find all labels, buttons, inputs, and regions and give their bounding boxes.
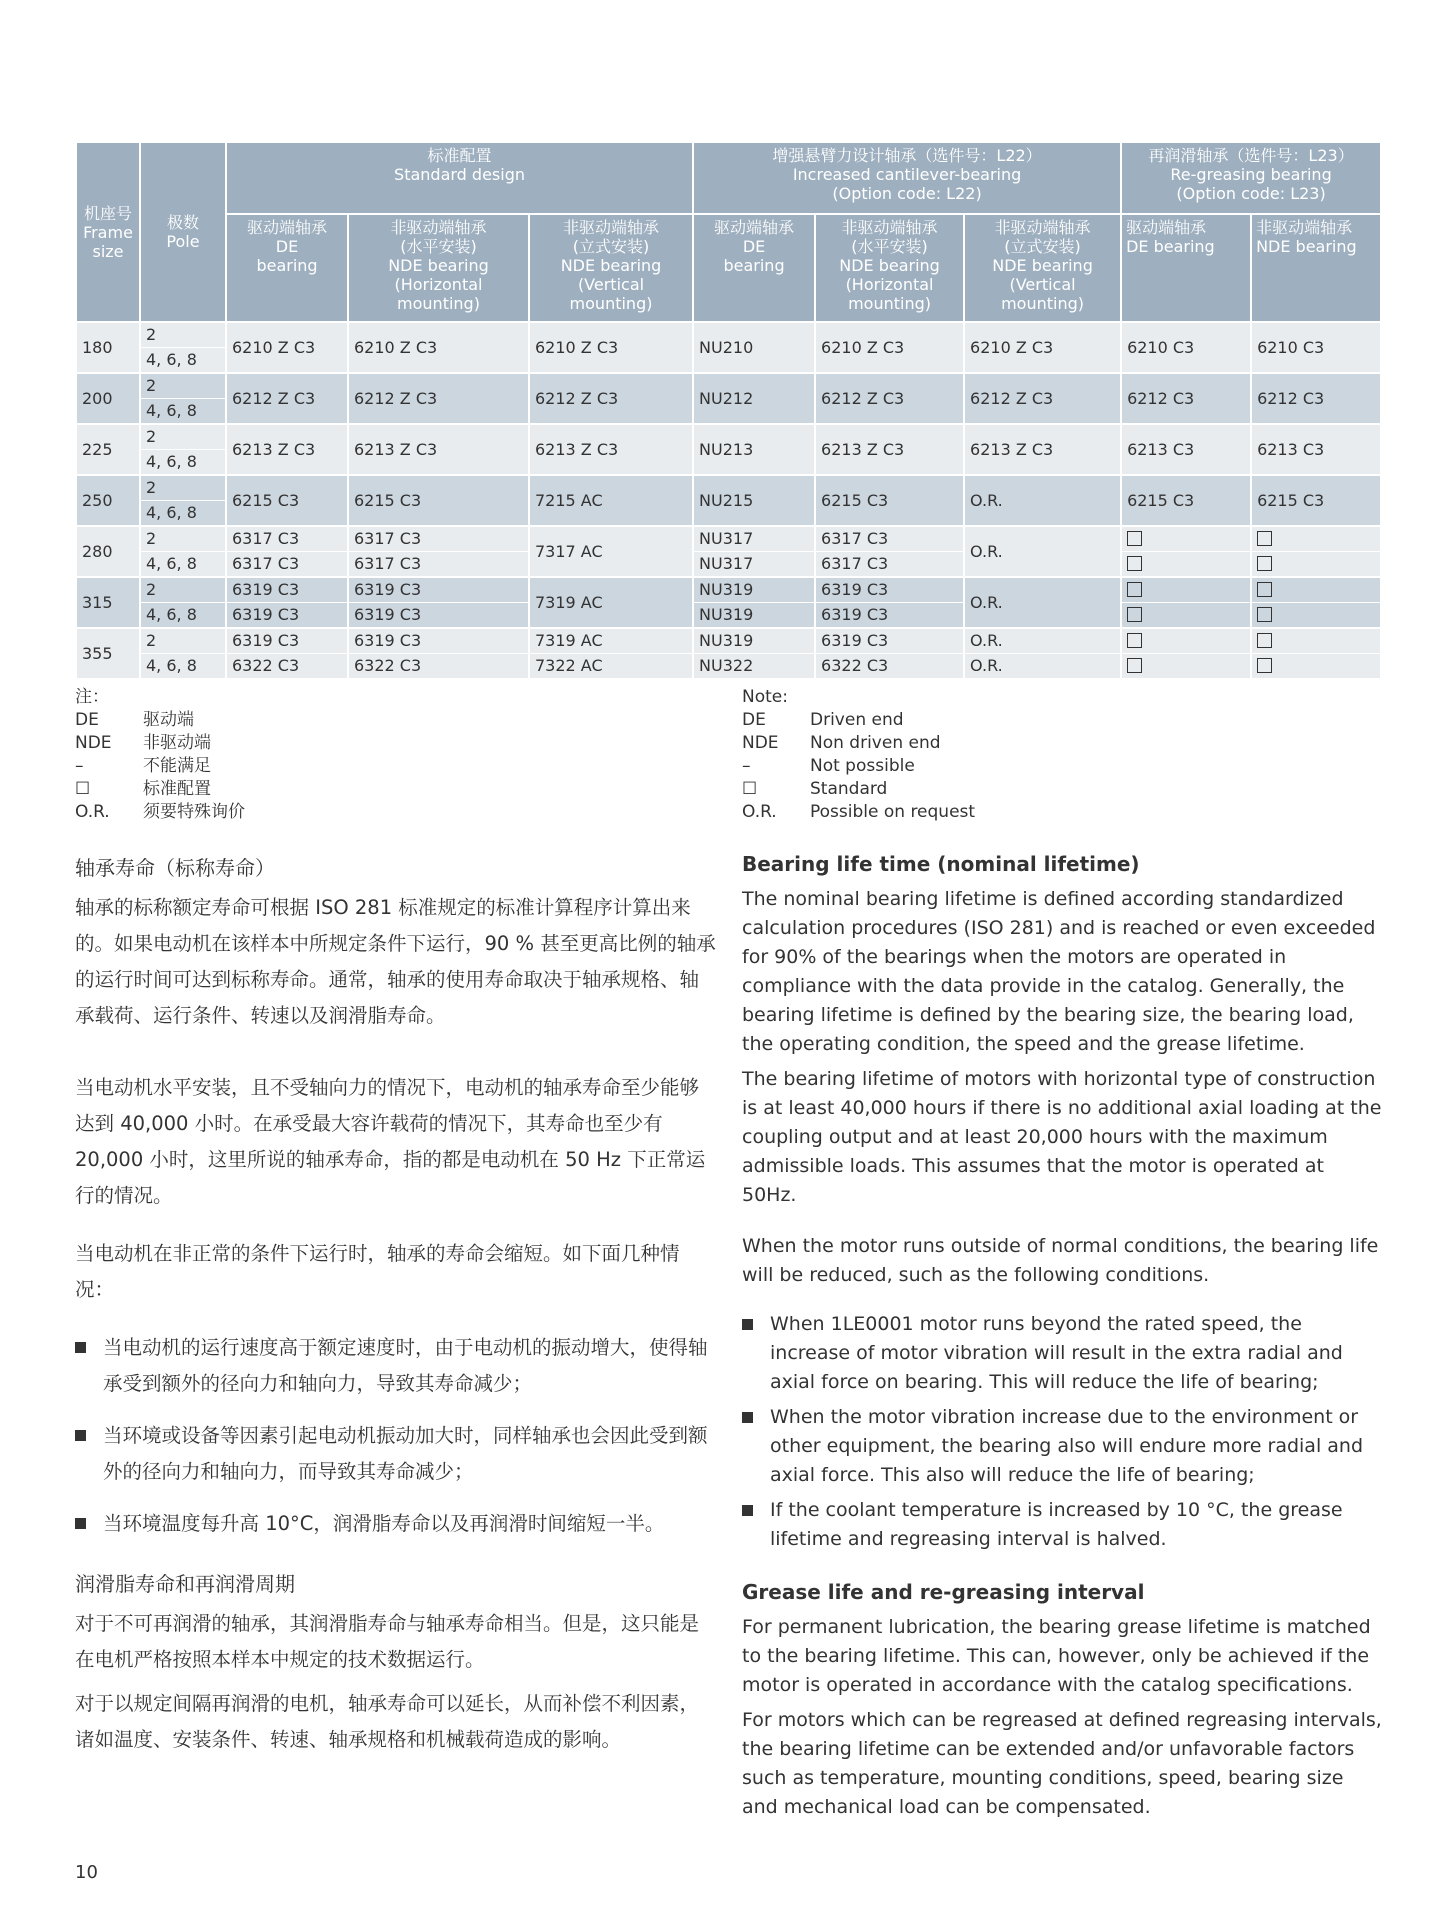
cell-rg-de: 6212 C3 <box>1121 373 1251 424</box>
paragraph: 当电动机水平安装，且不受轴向力的情况下，电动机的轴承寿命至少能够达到 40,000 小时。在承受最大容许载荷的情况下，其寿命也至少有 20,000 小时，这里所说的轴承寿命，指的都是电动机在 50 Hz 下正常运行的情况。 <box>75 1076 706 1207</box>
table-row <box>76 526 1381 552</box>
header-cl-nde-horizontal <box>815 214 964 322</box>
cell-std-de: 6319 C3 <box>226 628 348 654</box>
table-row <box>76 373 1381 399</box>
section-heading-grease-life: 润滑脂寿命和再润滑周期 <box>75 1572 295 1596</box>
cell-rg-nde: 6210 C3 <box>1251 322 1381 373</box>
table-row <box>76 654 1381 679</box>
note-text: 驱动端 <box>143 710 194 730</box>
cell-cl-nde-h: 6213 Z C3 <box>815 424 964 475</box>
column-english <box>742 850 1382 1822</box>
frame-size-cell: 315 <box>76 577 140 628</box>
header-cl-nde-vertical <box>964 214 1121 322</box>
paragraph: 对于不可再润滑的轴承，其润滑脂寿命与轴承寿命相当。但是，这只能是在电机严格按照本样本中规定的技术数据运行。 <box>75 1612 700 1671</box>
header-line: 非驱动端轴承 <box>1256 218 1353 237</box>
frame-group-355 <box>76 628 1381 678</box>
pole-cell: 2 <box>140 424 226 450</box>
note-key: O.R. <box>742 802 777 822</box>
cell-rg-nde <box>1251 603 1381 629</box>
standard-box-icon <box>1127 582 1142 597</box>
list-item-text: When the motor vibration increase due to the environment or other equipment, the bearing also will endure more radial and axial force. This also will reduce the life of bearing; <box>770 1406 1364 1486</box>
notes-title: Note: <box>742 687 788 707</box>
cell-std-de: 6319 C3 <box>226 577 348 603</box>
cell-rg-nde: 6213 C3 <box>1251 424 1381 475</box>
notes-chinese <box>75 686 245 824</box>
header-line: 增强悬臂力设计轴承（选件号：L22） <box>772 146 1042 165</box>
cell-cl-nde-v: O.R. <box>964 628 1121 654</box>
list-item <box>75 1418 718 1490</box>
pole-cell: 4, 6, 8 <box>140 603 226 629</box>
note-key: O.R. <box>75 802 110 822</box>
cell-cl-nde-h: 6319 C3 <box>815 628 964 654</box>
cell-rg-nde <box>1251 552 1381 578</box>
cell-std-nde-h: 6215 C3 <box>348 475 529 526</box>
cell-rg-de <box>1121 526 1251 552</box>
cell-cl-de: NU319 <box>693 577 815 603</box>
note-row <box>742 709 975 732</box>
cell-std-de: 6212 Z C3 <box>226 373 348 424</box>
cell-std-de: 6322 C3 <box>226 654 348 679</box>
header-std-nde-horizontal <box>348 214 529 322</box>
note-text: Possible on request <box>810 802 976 822</box>
note-row <box>75 709 245 732</box>
frame-size-cell: 250 <box>76 475 140 526</box>
cell-std-nde-h: 6212 Z C3 <box>348 373 529 424</box>
frame-size-cell: 225 <box>76 424 140 475</box>
header-line: (Horizontal <box>394 275 483 294</box>
cell-rg-nde <box>1251 628 1381 654</box>
cell-cl-nde-v: O.R. <box>964 654 1121 679</box>
table-row <box>76 577 1381 603</box>
header-line: (Option code: L22) <box>832 184 982 203</box>
bullet-square-icon <box>75 1518 86 1529</box>
pole-cell: 2 <box>140 577 226 603</box>
list-item <box>742 1403 1382 1490</box>
frame-group-280 <box>76 526 1381 577</box>
cell-std-nde-v: 7322 AC <box>529 654 693 679</box>
header-rg-de-bearing <box>1121 214 1251 322</box>
header-line: (水平安装) <box>851 237 928 256</box>
note-row <box>75 778 245 801</box>
bullet-square-icon <box>742 1505 753 1516</box>
note-text: 标准配置 <box>143 779 211 799</box>
header-pole <box>140 142 226 322</box>
header-std-nde-vertical <box>529 214 693 322</box>
header-line: (立式安装) <box>1004 237 1081 256</box>
cell-std-nde-h: 6210 Z C3 <box>348 322 529 373</box>
paragraph: 轴承的标称额定寿命可根据 ISO 281 标准规定的标准计算程序计算出来的。如果电动机在该样本中所规定条件下运行，90 % 甚至更高比例的轴承的运行时间可达到标称寿命。通常，轴承的使用寿命取决于轴承规格、轴承载荷、运行条件、转速以及润滑脂寿命。 <box>75 896 716 1027</box>
cell-rg-nde <box>1251 526 1381 552</box>
table-row <box>76 628 1381 654</box>
cell-std-nde-h: 6319 C3 <box>348 628 529 654</box>
frame-size-cell: 355 <box>76 628 140 678</box>
header-line: 驱动端轴承 <box>1126 218 1207 237</box>
cell-rg-de: 6210 C3 <box>1121 322 1251 373</box>
cell-cl-nde-h: 6215 C3 <box>815 475 964 526</box>
notes-list <box>75 709 245 824</box>
cell-std-nde-v: 6212 Z C3 <box>529 373 693 424</box>
header-line: (Vertical <box>1009 275 1076 294</box>
cell-cl-de: NU212 <box>693 373 815 424</box>
notes-title: 注： <box>75 687 109 707</box>
header-line: 非驱动端轴承 <box>841 218 938 237</box>
pole-cell: 4, 6, 8 <box>140 552 226 578</box>
list-item-text: If the coolant temperature is increased by 10 °C, the grease lifetime and regreasing interval is halved. <box>770 1499 1343 1550</box>
standard-box-icon <box>1257 531 1272 546</box>
cell-cl-nde-v: 6213 Z C3 <box>964 424 1121 475</box>
paragraph: The nominal bearing lifetime is defined according standardized calculation procedures (ISO 281) and is reached or even exceeded for 90% of the bearings when the motors are operated in compliance with the data provide in the catalog. Generally, the bearing lifetime is defined by the bearing size, the bearing load, the operating condition, the speed and the grease lifetime. <box>742 888 1376 1055</box>
cell-std-nde-v: 6210 Z C3 <box>529 322 693 373</box>
pole-cell: 2 <box>140 526 226 552</box>
header-line: size <box>92 241 124 261</box>
paragraph: 当电动机在非正常的条件下运行时，轴承的寿命会缩短。如下面几种情况： <box>75 1242 680 1301</box>
bullet-square-icon <box>75 1430 86 1441</box>
cell-std-nde-h: 6322 C3 <box>348 654 529 679</box>
pole-cell: 2 <box>140 628 226 654</box>
cell-std-nde-v: 7215 AC <box>529 475 693 526</box>
cell-cl-nde-h: 6317 C3 <box>815 526 964 552</box>
table-row <box>76 322 1381 348</box>
header-line: mounting) <box>848 294 931 313</box>
table-row <box>76 552 1381 578</box>
paragraph: For permanent lubrication, the bearing grease lifetime is matched to the bearing lifetime. This can, however, only be achieved if the motor is operated in accordance with the catalog specifications. <box>742 1616 1371 1696</box>
cell-cl-de: NU215 <box>693 475 815 526</box>
list-item-text: 当电动机的运行速度高于额定速度时，由于电动机的振动增大，使得轴承受到额外的径向力和轴向力，导致其寿命减少； <box>103 1336 708 1395</box>
cell-rg-de <box>1121 577 1251 603</box>
header-line: DE bearing <box>1126 237 1215 256</box>
cell-std-nde-h: 6319 C3 <box>348 577 529 603</box>
note-key: DE <box>75 710 99 730</box>
note-key: – <box>742 756 751 776</box>
cell-std-de: 6317 C3 <box>226 552 348 578</box>
pole-cell: 4, 6, 8 <box>140 654 226 679</box>
header-line: Standard design <box>394 165 525 184</box>
note-row <box>742 801 975 824</box>
note-key: ☐ <box>742 779 758 799</box>
header-frame-size <box>76 142 140 322</box>
list-item <box>75 1330 718 1402</box>
pole-cell: 2 <box>140 475 226 501</box>
header-line: mounting) <box>397 294 480 313</box>
cell-cl-nde-h: 6212 Z C3 <box>815 373 964 424</box>
standard-box-icon <box>1127 531 1142 546</box>
cell-std-nde-v: 7317 AC <box>529 526 693 577</box>
cell-std-nde-h: 6213 Z C3 <box>348 424 529 475</box>
note-text: Not possible <box>810 756 915 776</box>
header-line: (Option code: L23) <box>1176 184 1326 203</box>
column-chinese <box>75 850 718 1758</box>
standard-box-icon <box>1257 556 1272 571</box>
list-item-text: 当环境温度每升高 10°C，润滑脂寿命以及再润滑时间缩短一半。 <box>103 1512 665 1535</box>
bullet-square-icon <box>742 1319 753 1330</box>
cell-rg-nde: 6212 C3 <box>1251 373 1381 424</box>
table-row <box>76 475 1381 501</box>
header-line: NDE bearing <box>992 256 1093 275</box>
pole-cell: 4, 6, 8 <box>140 348 226 374</box>
bullet-list <box>742 1310 1382 1554</box>
header-line: 非驱动端轴承 <box>390 218 487 237</box>
note-text: 不能满足 <box>143 756 211 776</box>
list-item-text: 当环境或设备等因素引起电动机振动加大时，同样轴承也会因此受到额外的径向力和轴向力，而导致其寿命减少； <box>103 1424 708 1483</box>
note-key: DE <box>742 710 766 730</box>
header-line: NDE bearing <box>560 256 662 275</box>
cell-std-de: 6210 Z C3 <box>226 322 348 373</box>
bullet-square-icon <box>75 1342 86 1353</box>
header-line: 再润滑轴承（选件号：L23） <box>1148 146 1354 165</box>
header-line: bearing <box>256 256 318 275</box>
notes-list <box>742 709 975 824</box>
header-line: Frame <box>83 222 133 242</box>
cell-rg-de: 6213 C3 <box>1121 424 1251 475</box>
notes-english <box>742 686 975 824</box>
note-text: 须要特殊询价 <box>143 802 245 822</box>
cell-rg-nde <box>1251 654 1381 679</box>
note-row <box>75 732 245 755</box>
header-line: 标准配置 <box>427 146 492 165</box>
header-line: (水平安装) <box>400 237 477 256</box>
frame-size-cell: 180 <box>76 322 140 373</box>
paragraph: 对于以规定间隔再润滑的电机，轴承寿命可以延长，从而补偿不利因素，诸如温度、安装条件、转速、轴承规格和机械载荷造成的影响。 <box>75 1692 700 1751</box>
standard-box-icon <box>1127 658 1142 673</box>
cell-rg-de <box>1121 628 1251 654</box>
header-line: DE <box>742 237 766 256</box>
header-line: NDE bearing <box>839 256 940 275</box>
header-std-de-bearing <box>226 214 348 322</box>
header-line: mounting) <box>569 294 653 313</box>
header-line: NDE bearing <box>1256 237 1357 256</box>
cell-std-nde-h: 6317 C3 <box>348 552 529 578</box>
header-cantilever <box>693 142 1121 214</box>
header-line: 非驱动端轴承 <box>563 218 660 237</box>
header-line: 驱动端轴承 <box>714 218 795 237</box>
header-line: Re-greasing bearing <box>1170 165 1332 184</box>
header-line: DE <box>275 237 299 256</box>
header-line: mounting) <box>1001 294 1084 313</box>
cell-cl-de: NU322 <box>693 654 815 679</box>
cell-rg-de <box>1121 654 1251 679</box>
note-row <box>742 732 975 755</box>
header-line: 机座号 <box>83 203 132 223</box>
cell-std-nde-v: 7319 AC <box>529 628 693 654</box>
standard-box-icon <box>1127 607 1142 622</box>
cell-std-nde-h: 6319 C3 <box>348 603 529 629</box>
header-rg-nde-bearing <box>1251 214 1381 322</box>
standard-box-icon <box>1127 633 1142 648</box>
cell-cl-nde-v: O.R. <box>964 577 1121 628</box>
header-line: 驱动端轴承 <box>246 218 327 237</box>
cell-std-nde-v: 7319 AC <box>529 577 693 628</box>
note-text: Standard <box>810 779 888 799</box>
cell-cl-nde-h: 6322 C3 <box>815 654 964 679</box>
note-key: ☐ <box>75 779 91 799</box>
frame-group-250 <box>76 475 1381 526</box>
cell-cl-de: NU319 <box>693 603 815 629</box>
table-row <box>76 424 1381 450</box>
header-line: NDE bearing <box>388 256 489 275</box>
cell-std-nde-h: 6317 C3 <box>348 526 529 552</box>
section-heading-bearing-life: Bearing life time (nominal lifetime) <box>742 852 1140 876</box>
frame-group-315 <box>76 577 1381 628</box>
header-line: (Horizontal <box>845 275 934 294</box>
cell-cl-de: NU319 <box>693 628 815 654</box>
cell-rg-nde: 6215 C3 <box>1251 475 1381 526</box>
header-regreasing <box>1121 142 1381 214</box>
header-line: 非驱动端轴承 <box>994 218 1091 237</box>
header-line: Pole <box>166 232 200 251</box>
cell-rg-nde <box>1251 577 1381 603</box>
section-heading-grease-life: Grease life and re-greasing interval <box>742 1580 1145 1604</box>
standard-box-icon <box>1127 556 1142 571</box>
bullet-square-icon <box>742 1412 753 1423</box>
cell-cl-de: NU213 <box>693 424 815 475</box>
header-standard-design <box>226 142 693 214</box>
frame-size-cell: 200 <box>76 373 140 424</box>
header-line: (Vertical <box>577 275 645 294</box>
standard-box-icon <box>1257 633 1272 648</box>
pole-cell: 4, 6, 8 <box>140 501 226 527</box>
frame-size-cell: 280 <box>76 526 140 577</box>
cell-cl-nde-v: 6210 Z C3 <box>964 322 1121 373</box>
note-text: Non driven end <box>810 733 941 753</box>
cell-cl-de: NU317 <box>693 552 815 578</box>
pole-cell: 4, 6, 8 <box>140 450 226 476</box>
note-key: NDE <box>75 733 112 753</box>
cell-std-nde-v: 6213 Z C3 <box>529 424 693 475</box>
header-line: bearing <box>723 256 785 275</box>
cell-cl-nde-h: 6319 C3 <box>815 603 964 629</box>
cell-cl-nde-v: O.R. <box>964 475 1121 526</box>
cell-cl-nde-v: O.R. <box>964 526 1121 577</box>
cell-cl-de: NU317 <box>693 526 815 552</box>
note-row <box>75 801 245 824</box>
list-item <box>742 1310 1382 1397</box>
cell-std-de: 6317 C3 <box>226 526 348 552</box>
note-text: 非驱动端 <box>143 733 211 753</box>
standard-box-icon <box>1257 582 1272 597</box>
cell-rg-de <box>1121 552 1251 578</box>
cell-std-de: 6213 Z C3 <box>226 424 348 475</box>
header-cl-de-bearing <box>693 214 815 322</box>
standard-box-icon <box>1257 658 1272 673</box>
note-key: NDE <box>742 733 779 753</box>
paragraph: For motors which can be regreased at defined regreasing intervals, the bearing lifetime can be extended and/or unfavorable factors such as temperature, mounting conditions, speed, bearing size and mechanical load can be compensated. <box>742 1709 1382 1818</box>
paragraph: When the motor runs outside of normal conditions, the bearing life will be reduced, such as the following conditions. <box>742 1235 1379 1286</box>
cell-cl-nde-h: 6210 Z C3 <box>815 322 964 373</box>
note-row <box>742 755 975 778</box>
cell-cl-nde-h: 6319 C3 <box>815 577 964 603</box>
note-text: Driven end <box>810 710 904 730</box>
section-heading-bearing-life: 轴承寿命（标称寿命） <box>75 856 275 880</box>
note-key: – <box>75 756 84 776</box>
list-item <box>742 1496 1382 1554</box>
table-row <box>76 603 1381 629</box>
header-line: 极数 <box>166 213 199 232</box>
bearing-table <box>75 141 1382 678</box>
cell-cl-nde-v: 6212 Z C3 <box>964 373 1121 424</box>
cell-std-de: 6319 C3 <box>226 603 348 629</box>
header-line: Increased cantilever-bearing <box>792 165 1022 184</box>
cell-rg-de: 6215 C3 <box>1121 475 1251 526</box>
cell-cl-de: NU210 <box>693 322 815 373</box>
frame-group-200 <box>76 373 1381 424</box>
page-number: 10 <box>75 1862 98 1883</box>
standard-box-icon <box>1257 607 1272 622</box>
bullet-list <box>75 1330 718 1542</box>
pole-cell: 2 <box>140 322 226 348</box>
note-row <box>742 778 975 801</box>
header-line: (立式安装) <box>572 237 650 256</box>
cell-cl-nde-h: 6317 C3 <box>815 552 964 578</box>
pole-cell: 4, 6, 8 <box>140 399 226 425</box>
cell-std-de: 6215 C3 <box>226 475 348 526</box>
cell-rg-de <box>1121 603 1251 629</box>
frame-group-225 <box>76 424 1381 475</box>
pole-cell: 2 <box>140 373 226 399</box>
list-item <box>75 1506 718 1542</box>
note-row <box>75 755 245 778</box>
paragraph: The bearing lifetime of motors with horizontal type of construction is at least 40,000 hours if there is no additional axial loading at the coupling output and at least 20,000 hours with the maximum admissible loads. This assumes that the motor is operated at 50Hz. <box>742 1068 1382 1206</box>
list-item-text: When 1LE0001 motor runs beyond the rated speed, the increase of motor vibration will result in the extra radial and axial force on bearing. This will reduce the life of bearing; <box>770 1313 1343 1393</box>
frame-group-180 <box>76 322 1381 373</box>
